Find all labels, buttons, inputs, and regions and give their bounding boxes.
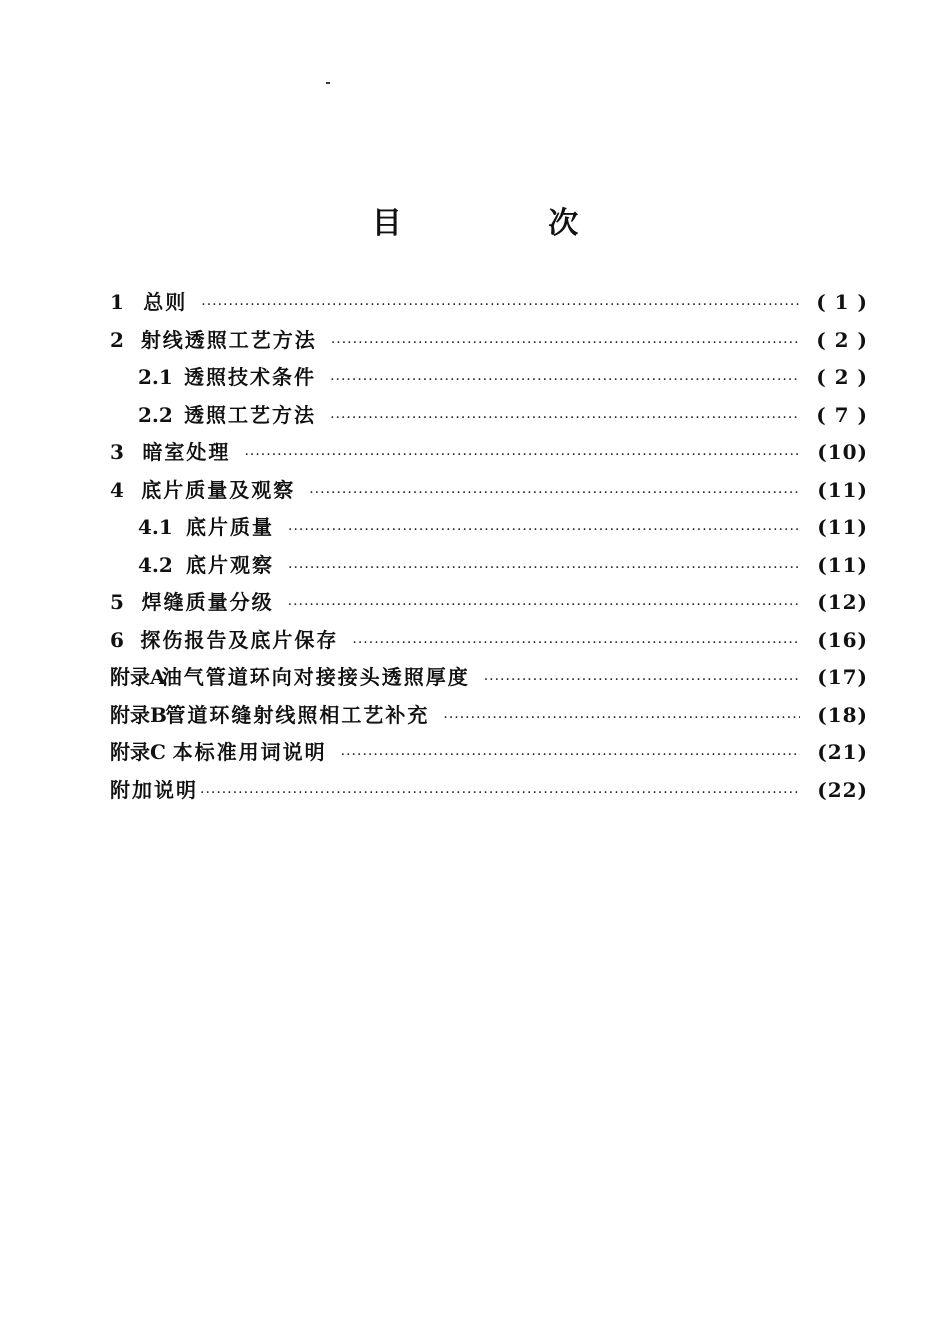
toc-entry-label: 暗室处理 [142,440,231,464]
toc-entry-page: ( 7 ) [816,402,868,427]
toc-subentry[interactable] [110,549,868,587]
toc-entry-number: 附录A [110,665,166,689]
toc-leader-dots [288,560,800,576]
toc-entry-label: 本标准用词说明 [172,740,327,764]
toc-entry-label: 底片观察 [186,552,275,577]
toc-leader-dots [200,785,800,801]
toc-entry-page: (10) [817,440,868,464]
toc-entry-label: 底片质量及观察 [141,477,296,502]
toc-entry-page: (11) [817,552,868,577]
toc-entry-number: 3 [110,440,124,464]
toc-entry-page: (11) [817,515,868,539]
toc-entry-page: (18) [817,702,868,727]
toc-entry-label: 附加说明 [110,777,198,802]
toc-leader-dots [331,335,800,351]
toc-entry-number: 1 [110,290,124,314]
toc-leader-dots [330,372,800,388]
toc-subentry[interactable] [110,399,868,437]
toc-entry[interactable] [110,624,868,662]
toc-entry-number: 4 [110,477,124,502]
toc-entry-page: (17) [817,665,868,689]
toc-appendix-entry[interactable] [110,736,868,774]
toc-entry[interactable] [110,474,868,512]
toc-appendix-entry[interactable] [110,661,868,699]
toc-leader-dots [484,672,800,688]
toc-entry-page: ( 2 ) [816,327,868,352]
toc-entry-page: ( 2 ) [816,365,868,389]
toc-entry-page: (21) [817,740,868,764]
toc-subentry[interactable] [110,511,868,549]
page-title: 目 次 [371,206,647,241]
toc-entry-number: 2 [110,327,124,352]
toc-leader-dots [288,522,800,538]
toc-entry-label: 管道环缝射线照相工艺补充 [165,702,430,727]
toc-entry-label: 射线透照工艺方法 [140,327,317,352]
toc-leader-dots [288,597,800,613]
toc-entry-label: 底片质量 [186,515,275,539]
toc-entry-label: 透照工艺方法 [184,402,317,427]
toc-entry-label: 透照技术条件 [184,365,317,389]
toc-subentry[interactable] [110,361,868,399]
toc-entry-number: 附录C [110,740,166,764]
toc-entry[interactable] [110,324,868,362]
toc-entry-label: 总则 [143,290,188,314]
toc-entry-number: 2.2 [138,402,173,427]
toc-entry-additional-notes[interactable] [110,774,868,812]
toc-entry-page: (22) [817,777,868,802]
toc-leader-dots [341,747,800,763]
toc-leader-dots [309,485,800,501]
toc-entry-number: 4.1 [138,515,173,539]
toc-entry[interactable] [110,286,868,324]
toc-leader-dots [443,710,800,726]
toc-entry-label: 油气管道环向对接接头透照厚度 [161,665,470,689]
toc-entry-page: (16) [817,627,868,652]
toc-entry-page: ( 1 ) [816,290,868,314]
toc-entry[interactable] [110,586,868,624]
toc-entry-number: 4.2 [138,552,173,577]
toc-leader-dots [352,635,800,651]
toc-entry[interactable] [110,436,868,474]
toc-entry-number: 5 [110,590,124,614]
toc-entry-number: 2.1 [138,365,173,389]
toc-entry-number: 6 [110,627,124,652]
toc-entry-number: 附录B [110,702,167,727]
scan-speck [326,82,330,84]
toc-leader-dots [201,297,800,313]
toc-entry-label: 焊缝质量分级 [141,590,274,614]
toc-leader-dots [330,410,800,426]
toc-entry-page: (11) [817,477,868,502]
toc-appendix-entry[interactable] [110,699,868,737]
toc-entry-label: 探伤报告及底片保存 [140,627,339,652]
table-of-contents [110,286,868,811]
toc-entry-page: (12) [817,590,868,614]
toc-leader-dots [244,447,800,463]
